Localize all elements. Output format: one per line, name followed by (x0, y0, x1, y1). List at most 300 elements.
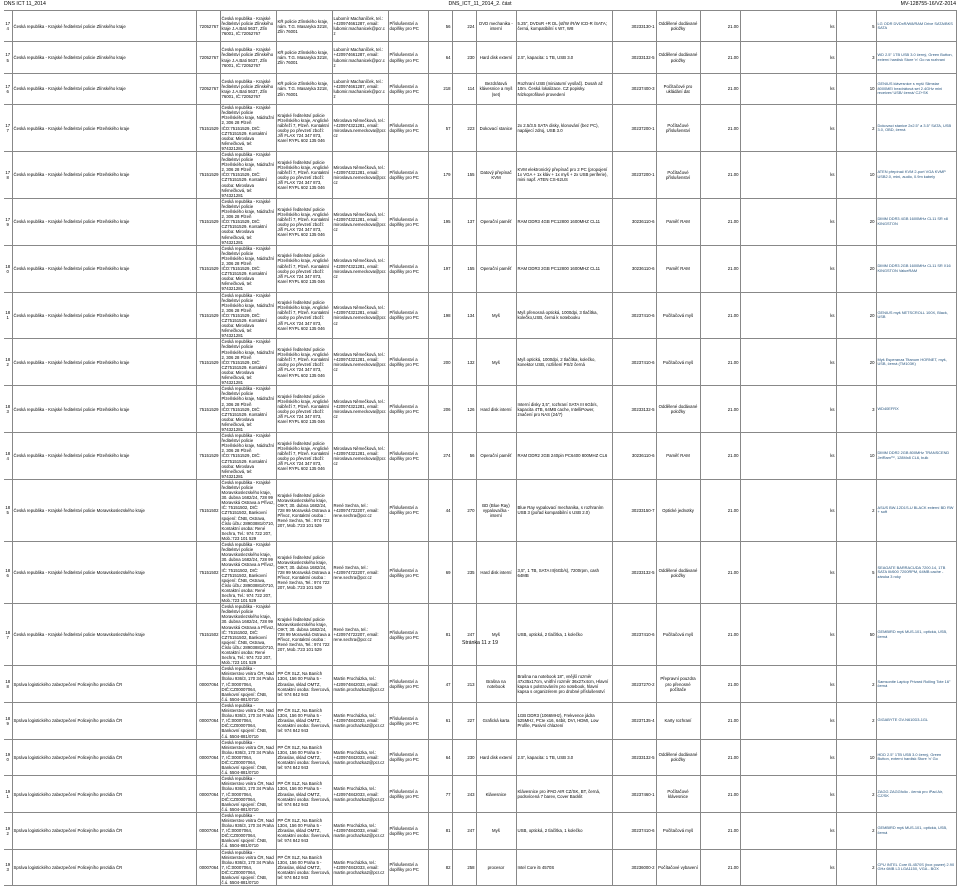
unit-cell: ks (740, 433, 836, 480)
cpv-name-cell: Počítačová myš (656, 339, 700, 386)
category-cell: Příslušenství a doplňky pro PC (388, 105, 428, 152)
cpv-code-cell: 30237270-2 (612, 666, 656, 703)
vat-rate-cell: 21.00 (700, 479, 740, 541)
table-row (4, 739, 956, 776)
row-number: 187 (4, 604, 12, 666)
contact-cell: Miroslava Němečková, tel.: +420974321281, email: miroslava.nemeckova@pcr.cz (332, 386, 388, 433)
table-row (4, 11, 956, 42)
unit-cell: ks (740, 776, 836, 813)
cpv-code-cell: 30236110-6 (612, 245, 656, 292)
contact-cell: Miroslava Němečková, tel.: +420974321281, email: miroslava.nemeckova@pcr.cz (332, 292, 388, 339)
row-number: 181 (4, 292, 12, 339)
cpv-code-cell: 30233132-5 (612, 42, 656, 73)
billing-address-cell: Česká republika - Krajské ředitelství policie Moravskoslezského kraje, 30. dubna 1682/24, 728 99 Moravská Ostrava a Přívoz, IČ: 75151502, DIČ: CZ75151502, Bankovní spojení: ČNB, Ostrava, Číslo účtu: 28903881/0710, Kontaktní osoba: René Sechra, Tel.: 974 722 207, Mob.:723 101 529 (221, 479, 275, 541)
table-row (4, 152, 956, 199)
unit-cell: ks (740, 386, 836, 433)
ico-cell: 75151529 (196, 152, 220, 199)
cpv-name-cell: Počítačové příslušenství (656, 152, 700, 199)
vat-rate-cell: 21.00 (700, 849, 740, 886)
vat-rate-cell: 21.00 (700, 152, 740, 199)
customer-cell: Česká republika - Krajské ředitelství policie Plzeňského kraje (12, 433, 196, 480)
row-number: 182 (4, 339, 12, 386)
customer-cell: Správa logistického zabezpečení Policejního prezidia ČR (12, 739, 196, 776)
category-cell: Příslušenství a doplňky pro PC (388, 339, 428, 386)
table-row (4, 702, 956, 739)
quantity-cell: 3 (836, 42, 876, 73)
description-cell: Intel Core i5 4570S (516, 849, 612, 886)
delivery-address-cell: KŘ policie Zlínského kraje, nám. T.G. Masaryka 3218, Zlín 76001 (276, 42, 332, 73)
category-cell: Příslušenství a doplňky pro PC (388, 702, 428, 739)
unit-cell: ks (740, 11, 836, 42)
customer-cell: Česká republika - Krajské ředitelství policie Plzeňského kraje (12, 292, 196, 339)
ico-cell: 00007064 (196, 702, 220, 739)
billing-address-cell: Česká republika - Ministerstvo vnitra ČR, Nad Štolou 936/3, 170 34 Praha 7, IČ:00007064, DIČ:CZ00007064, Bankovní spojení: ČNB, č.ú. 5504-881/0710 (220, 812, 276, 849)
quantity-cell: 2 (836, 776, 876, 813)
description-cell: 2x 2.5/3.5 SATA disky, klonování (bez PC), napájecí zdroj, USB 3.0 (516, 105, 612, 152)
quantity-cell: 2 (836, 702, 876, 739)
category-number-cell: 206 (428, 386, 452, 433)
customer-cell: Česká republika - Krajské ředitelství policie Moravskoslezského kraje (12, 604, 196, 666)
contact-cell: Martin Procházka, tel.: +420974842033, email: martin.prochazka2@pcr.cz (332, 849, 388, 886)
offered-product-cell: ATEN přepínač KVM 2-port VGA KVMP USB2.0, mini, audio, 0.9m kabely (876, 152, 956, 199)
billing-address-cell: Česká republika - Krajské ředitelství policie Plzeňského kraje, Nádražní 2, 306 28 Plzeň IČO:75151529, DIČ: CZ75151529. Kontaktní osoba: Miroslava Němečková, tel: 974321281 (221, 105, 275, 151)
cpv-code-cell: 30233130-1 (612, 11, 656, 42)
billing-address-cell: Česká republika - Krajské ředitelství policie Plzeňského kraje, Nádražní 2, 306 28 Plzeň IČO:75151529, DIČ: CZ75151529. Kontaktní osoba: Miroslava Němečková, tel: 974321281 (221, 198, 275, 245)
delivery-address-cell: KŘ policie Zlínského kraje, nám. T.G. Masaryka 3218, Zlín 76001 (276, 11, 332, 42)
offered-product-cell: GENIUS klávesnice s myší Slimstar 8000ME/ bezdrátová set 2.4GHz mini receiver/ USB/ černá/ CZ+SK (876, 73, 956, 104)
vat-rate-cell: 21.00 (700, 11, 740, 42)
quantity-cell: 20 (836, 292, 876, 339)
item-name-cell: Datový přepínač KVM (476, 152, 516, 199)
customer-cell: Správa logistického zabezpečení Policejního prezidia ČR (12, 812, 196, 849)
item-name-cell: Dokovací stanice (476, 105, 516, 152)
description-cell: Myš optická, 1000dpi, 2 tlačítka, kolečko, konektor USB, rozlišení PS/2 černá (516, 339, 612, 386)
unit-cell: ks (740, 542, 836, 604)
category-number-cell: 44 (428, 479, 452, 541)
cpv-name-cell: Optické jednotky (656, 479, 700, 541)
cpv-code-cell: 30237460-1 (612, 776, 656, 813)
vat-rate-cell: 21.00 (700, 666, 740, 703)
item-name-cell: Myš (476, 604, 516, 666)
customer-cell: Česká republika - Krajské ředitelství policie Plzeňského kraje (12, 198, 196, 245)
orders-table (4, 10, 957, 886)
item-number-cell: 56 (452, 433, 476, 480)
vat-rate-cell: 21.00 (700, 604, 740, 666)
customer-cell: Správa logistického zabezpečení Policejního prezidia ČR (12, 776, 196, 813)
customer-cell: Česká republika - Krajské ředitelství policie Zlínského kraje (12, 73, 196, 104)
cpv-name-cell: Přepravní pouzdra pro přenosné počítače (656, 666, 700, 703)
item-number-cell: 230 (452, 739, 476, 776)
offered-product-cell: WD 2.5" 1TB USB 3.0 černý, Green Button, externí hardisk Store 'n' Go na rozhraní (876, 42, 956, 73)
category-number-cell: 61 (428, 702, 452, 739)
vat-rate-cell: 21.00 (700, 105, 740, 152)
item-name-cell: Myš (476, 292, 516, 339)
offered-product-cell: DIMM DDR2 2GB 800MHz TRANSCEND JetRam™, 128Mx8 CL6, bulk (876, 433, 956, 480)
row-number: 193 (4, 849, 12, 886)
quantity-cell: 10 (836, 152, 876, 199)
category-cell: Příslušenství a doplňky pro PC (388, 73, 428, 104)
item-number-cell: 247 (452, 604, 476, 666)
cpv-name-cell: Počítačová myš (656, 604, 700, 666)
item-number-cell: 235 (452, 542, 476, 604)
contact-cell: René Sechra, tel.: +420974722207, email: rene.sechra@pcr.cz (332, 604, 388, 666)
description-cell: RAM DDR2 2GB 240pin PC6400 800MHZ CL6 (516, 433, 612, 480)
category-number-cell: 198 (428, 292, 452, 339)
ico-cell: 72052767 (196, 11, 220, 42)
item-name-cell: BD (Blue Ray) vypalovačka - interní (476, 479, 516, 541)
vat-rate-cell: 21.00 (700, 245, 740, 292)
item-number-cell: 134 (452, 292, 476, 339)
offered-product-cell: DIMM DDR3 4GB 1600MHz CL11 SR x8 KINGSTON (876, 198, 956, 245)
category-number-cell: 195 (428, 198, 452, 245)
contact-cell: René Sechra, tel.: +420974722207, email: rene.sechra@pcr.cz (332, 479, 388, 541)
quantity-cell: 5 (836, 11, 876, 42)
vat-rate-cell: 21.00 (700, 776, 740, 813)
offered-product-cell: LG ODR DVDxR/W8/RAM Drive SATA/BKS SATA (876, 11, 956, 42)
ico-cell: 75151502 (196, 542, 220, 604)
billing-address-cell: Česká republika - Ministerstvo vnitra ČR, Nad Štolou 936/3, 170 34 Praha 7, IČ:00007064, DIČ:CZ00007064, Bankovní spojení: ČNB, č.ú. 5504-881/0710 (220, 739, 276, 776)
contact-cell: Miroslava Němečková, tel.: +420974321281, email: miroslava.nemeckova@pcr.cz (332, 339, 388, 386)
vat-rate-cell: 21.00 (700, 73, 740, 104)
item-number-cell: 155 (452, 152, 476, 199)
description-cell: Klávesnice pro iPAD AIR CZ/SK, BT, černá, podsvícená 7 barev, Cover Backlit (516, 776, 612, 813)
category-cell: Příslušenství a doplňky pro PC (388, 11, 428, 42)
item-name-cell: Hard disk interní (476, 386, 516, 433)
row-number: 180 (4, 245, 12, 292)
delivery-address-cell: Krajské ředitelství policie Plzeňského kraje, Anglické nábřeží 7, Plzeň. Kontaktní osoby po převzetí zboží: Jiří FLAX 724 347 873, Karel RYPL 602 135 046 (276, 339, 332, 386)
contact-cell: Martin Procházka, tel.: +420974842033, email: martin.prochazka2@pcr.cz (332, 702, 388, 739)
cpv-code-cell: 30236110-6 (612, 433, 656, 480)
unit-cell: ks (740, 702, 836, 739)
contact-cell: Miroslava Němečková, tel.: +420974321281, email: miroslava.nemeckova@pcr.cz (332, 198, 388, 245)
cpv-code-cell: 30236000-2 (612, 849, 656, 886)
customer-cell: Správa logistického zabezpečení Policejního prezidia ČR (12, 849, 196, 886)
category-number-cell: 179 (428, 152, 452, 199)
vat-rate-cell: 21.00 (700, 339, 740, 386)
contact-cell: Miroslava Němečková, tel.: +420974321281, email: miroslava.nemeckova@pcr.cz (332, 152, 388, 199)
table-row (4, 105, 956, 152)
offered-product-cell: GEMBIRD myš MUS-101, optická, USB, černá (876, 604, 956, 666)
category-cell: Příslušenství a doplňky pro PC (388, 386, 428, 433)
cpv-code-cell: 30237400-3 (612, 73, 656, 104)
billing-address-cell: Česká republika - Krajské ředitelství policie Moravskoslezského kraje, 30. dubna 1682/24, 728 99 Moravská Ostrava a Přívoz, IČ: 75151502, DIČ: CZ75151502, Bankovní spojení: ČNB, Ostrava, Číslo účtu: 28903881/0710, Kontaktní osoba: René Sechra, Tel.: 974 722 207, Mob.:723 101 529 (221, 604, 275, 666)
category-number-cell: 57 (428, 105, 452, 152)
item-name-cell: Brašna na notebook (476, 666, 516, 703)
quantity-cell: 5 (836, 542, 876, 604)
description-cell: RAM DDR3 2GB PC12800 1600MHZ CL11 (516, 245, 612, 292)
offered-product-cell: Dokovací stanice 2x2.5" a 3.5" SATA, USB 3.0, OBD, černá (876, 105, 956, 152)
cpv-name-cell: Počítačové příslušenství (656, 105, 700, 152)
quantity-cell: 2 (836, 105, 876, 152)
row-number: 177 (4, 105, 12, 152)
unit-cell: ks (740, 292, 836, 339)
category-cell: Příslušenství a doplňky pro PC (388, 245, 428, 292)
table-row (4, 433, 956, 480)
category-number-cell: 218 (428, 73, 452, 104)
cpv-name-cell: Oddělené dodávané položky (656, 42, 700, 73)
billing-address-cell: Česká republika - Ministerstvo vnitra ČR, Nad Štolou 936/3, 170 34 Praha 7, IČ:00007064, DIČ:CZ00007064, Bankovní spojení: ČNB, č.ú. 5504-881/0710 (220, 849, 276, 886)
item-number-cell: 114 (452, 73, 476, 104)
cpv-code-cell: 30237200-1 (612, 152, 656, 199)
category-number-cell: 47 (428, 666, 452, 703)
unit-cell: ks (740, 666, 836, 703)
description-cell: Rozhraní USB (miniaturní vysílač). Dosah až 10m. Česká lokalizace. CZ popisky. Nízkoprofilové provedení (516, 73, 612, 104)
delivery-address-cell: PP ČR SLZ, Na Baních 1304, 156 00 Praha 5 - Zbraslav, sklad OMTZ, Kontaktní osoba: Švercová, tel: 974 842 943 (276, 666, 332, 703)
delivery-address-cell: PP ČR SLZ, Na Baních 1304, 156 00 Praha 5 - Zbraslav, sklad OMTZ, Kontaktní osoba: Švercová, tel: 974 842 943 (276, 812, 332, 849)
quantity-cell: 10 (836, 433, 876, 480)
category-number-cell: 81 (428, 812, 452, 849)
category-cell: Příslušenství a doplňky pro PC (388, 152, 428, 199)
billing-address-cell: Česká republika - Krajské ředitelství policie Plzeňského kraje, Nádražní 2, 306 28 Plzeň IČO:75151529, DIČ: CZ75151529. Kontaktní osoba: Miroslava Němečková, tel: 974321281 (221, 339, 275, 386)
cpv-code-cell: 30237410-6 (612, 292, 656, 339)
customer-cell: Česká republika - Krajské ředitelství policie Plzeňského kraje (12, 386, 196, 433)
unit-cell: ks (740, 739, 836, 776)
cpv-name-cell: Oddělené dodávané položky (656, 386, 700, 433)
description-cell: RAM DDR3 4GB PC12800 1600MHZ CL11 (516, 198, 612, 245)
vat-rate-cell: 21.00 (700, 739, 740, 776)
item-number-cell: 213 (452, 666, 476, 703)
delivery-address-cell: Krajské ředitelství policie Plzeňského kraje, Anglické nábřeží 7, Plzeň. Kontaktní osoby po převzetí zboží: Jiří FLAX 724 347 873, Karel RYPL 602 135 046 (276, 198, 332, 245)
offered-product-cell: GIGABYTE GV-N610D3-1GL (876, 702, 956, 739)
unit-cell: ks (740, 812, 836, 849)
quantity-cell: 2 (836, 479, 876, 541)
cpv-name-cell: Oddělené dodávané položky (656, 739, 700, 776)
item-number-cell: 243 (452, 776, 476, 813)
description-cell: KVM elektronický přepínač pro 2 PC (propojení 1x VGA + 1x kláv + 1x myš + 2x USB periferie), mini např. ATEN CS-62US (516, 152, 612, 199)
ico-cell: 72052767 (196, 42, 220, 73)
cpv-code-cell: 30233132-5 (612, 542, 656, 604)
vat-rate-cell: 21.00 (700, 292, 740, 339)
category-number-cell: 64 (428, 739, 452, 776)
billing-address-cell: Česká republika - Krajské ředitelství policie Zlínského kraje J.A.Bati 5637, Zlín 76001, IČ:72052767 (220, 11, 276, 42)
delivery-address-cell: Krajské ředitelství policie Moravskoslezského kraje, OIKT, 30. dubna 1682/24, 728 99 Moravská Ostrava a Přívoz, Kontaktní osoba : René Sechra, Tel.: 974 722 207, Mob.:723 101 529 (276, 479, 332, 541)
contact-cell: René Sechra, tel.: +420974722207, email: rene.sechra@pcr.cz (332, 542, 388, 604)
description-cell: Interní disky 3,5", rozhraní SATA III 6Gb/s, kapacita 4TB, 64MB cache, IntelliPower, značení pro NAS (24/7) (516, 386, 612, 433)
category-cell: Příslušenství a doplňky pro PC (388, 479, 428, 541)
customer-cell: Správa logistického zabezpečení Policejního prezidia ČR (12, 702, 196, 739)
row-number: 191 (4, 776, 12, 813)
quantity-cell: 3 (836, 386, 876, 433)
delivery-address-cell: Krajské ředitelství policie Plzeňského kraje, Anglické nábřeží 7, Plzeň. Kontaktní osoby po převzetí zboží: Jiří FLAX 724 347 873, Karel RYPL 602 135 046 (276, 245, 332, 292)
unit-cell: ks (740, 604, 836, 666)
category-cell: Příslušenství a doplňky pro PC (388, 42, 428, 73)
description-cell: 2.5", kapacita: 1 TB, USB 3.0 (516, 42, 612, 73)
offered-product-cell: SEAGATE BARRACUDA 7200.14, 1TB SATA III/600 7200RPM, 64MB cache - záruka 3 roky (876, 542, 956, 604)
contact-cell: Miroslava Němečková, tel.: +420974321281, email: miroslava.nemeckova@pcr.cz (332, 245, 388, 292)
ico-cell: 75151529 (196, 198, 220, 245)
cpv-code-cell: 30237410-6 (612, 339, 656, 386)
category-cell: Příslušenství a doplňky pro PC (388, 666, 428, 703)
item-number-cell: 230 (452, 42, 476, 73)
row-number: 176 (4, 73, 12, 104)
category-number-cell: 274 (428, 433, 452, 480)
item-number-cell: 155 (452, 245, 476, 292)
description-cell: USB, optická, 2 tlačítka, 1 kolečko (516, 812, 612, 849)
cpv-code-cell: 30237410-6 (612, 604, 656, 666)
category-cell: Příslušenství a doplňky pro PC (388, 542, 428, 604)
row-number: 190 (4, 739, 12, 776)
quantity-cell: 20 (836, 339, 876, 386)
description-cell: 1GB DDR3 (1066MHz), Frekvence jádra 525MHz, PCIe x16, 64bit, DVI, HDMI, Low Profile, Pasivní chlazení (516, 702, 612, 739)
cpv-code-cell: 30233132-5 (612, 386, 656, 433)
header-left: DNS ICT 11_2014 (4, 1, 46, 7)
item-name-cell: Hard disk externí (476, 42, 516, 73)
billing-address-cell: Česká republika - Krajské ředitelství policie Plzeňského kraje, Nádražní 2, 306 28 Plzeň IČO:75151529, DIČ: CZ75151529. Kontaktní osoba: Miroslava Němečková, tel: 974321281 (221, 245, 275, 292)
item-number-cell: 132 (452, 339, 476, 386)
ico-cell: 00007064 (196, 849, 220, 886)
row-number: 185 (4, 479, 12, 541)
item-number-cell: 224 (452, 11, 476, 42)
delivery-address-cell: PP ČR SLZ, Na Baních 1304, 156 00 Praha 5 - Zbraslav, sklad OMTZ, Kontaktní osoba: Švercová, tel: 974 842 943 (276, 702, 332, 739)
quantity-cell: 20 (836, 198, 876, 245)
quantity-cell: 10 (836, 73, 876, 104)
customer-cell: Česká republika - Krajské ředitelství policie Plzeňského kraje (12, 152, 196, 199)
ico-cell: 75151529 (196, 433, 220, 480)
vat-rate-cell: 21.00 (700, 198, 740, 245)
cpv-code-cell: 30237410-6 (612, 812, 656, 849)
contact-cell: Martin Procházka, tel.: +420974842033, email: martin.prochazka2@pcr.cz (332, 666, 388, 703)
item-number-cell: 126 (452, 386, 476, 433)
item-name-cell: Operační paměť (476, 433, 516, 480)
vat-rate-cell: 21.00 (700, 386, 740, 433)
unit-cell: ks (740, 105, 836, 152)
delivery-address-cell: Krajské ředitelství policie Plzeňského kraje, Anglické nábřeží 7, Plzeň. Kontaktní osoby po převzetí zboží: Jiří FLAX 724 347 873, Karel RYPL 602 135 046 (276, 433, 332, 480)
row-number: 192 (4, 812, 12, 849)
category-number-cell: 56 (428, 11, 452, 42)
unit-cell: ks (740, 339, 836, 386)
item-name-cell: Hard disk interní (476, 542, 516, 604)
table-row (4, 245, 956, 292)
table-row (4, 479, 956, 541)
category-number-cell: 64 (428, 42, 452, 73)
table-row (4, 604, 956, 666)
cpv-name-cell: Oddělené dodávané položky (656, 542, 700, 604)
delivery-address-cell: Krajské ředitelství policie Plzeňského kraje, Anglické nábřeží 7, Plzeň. Kontaktní osoby po převzetí zboží: Jiří FLAX 724 347 873, Karel RYPL 602 135 046 (276, 105, 332, 152)
contact-cell: Lubomír Machaníček, tel.: +420974661287, email: lubomir.machanicek@pcr.cz (332, 42, 388, 73)
item-number-cell: 223 (452, 105, 476, 152)
category-cell: Příslušenství a doplňky pro PC (388, 292, 428, 339)
category-cell: Příslušenství a doplňky pro PC (388, 433, 428, 480)
row-number: 188 (4, 666, 12, 703)
table-row (4, 776, 956, 813)
contact-cell: Martin Procházka, tel.: +420974842033, email: martin.prochazka2@pcr.cz (332, 739, 388, 776)
item-name-cell: Hard disk externí (476, 739, 516, 776)
item-name-cell: Operační paměť (476, 245, 516, 292)
billing-address-cell: Česká republika - Krajské ředitelství policie Plzeňského kraje, Nádražní 2, 306 28 Plzeň IČO:75151529, DIČ: CZ75151529. Kontaktní osoba: Miroslava Němečková, tel: 974321281 (221, 386, 275, 432)
description-cell: Brašna na notebook 18", vnější rozměr 47x35x17cm, vnitřní rozměr 36x27x4cm, Hlavní kapsa s polstrováním pro notebook, hlavní kapsa s organizérem pro drobné příslušenství (516, 666, 612, 703)
table-row (4, 542, 956, 604)
delivery-address-cell: Krajské ředitelství policie Plzeňského kraje, Anglické nábřeží 7, Plzeň. Kontaktní osoby po převzetí zboží: Jiří FLAX 724 347 873, Karel RYPL 602 135 046 (276, 292, 332, 339)
row-number: 174 (4, 11, 12, 42)
category-cell: Příslušenství a doplňky pro PC (388, 604, 428, 666)
description-cell: Blue Ray vypalovací mechanika, s rozhraním USB 3 (pořad kompatibilní s USB 2.0) (516, 479, 612, 541)
billing-address-cell: Česká republika - Krajské ředitelství policie Zlínského kraje J.A.Bati 5637, Zlín 76001, IČ:72052767 (220, 42, 276, 73)
item-number-cell: 258 (452, 849, 476, 886)
category-number-cell: 81 (428, 604, 452, 666)
ico-cell: 75151529 (196, 105, 220, 152)
description-cell: 3,5", 1 TB, SATA III(6Gb/s), 7200rpm, cash 64MB (516, 542, 612, 604)
table-row (4, 666, 956, 703)
cpv-code-cell: 30236110-6 (612, 198, 656, 245)
page-footer: Stránka 11 z 19 (462, 640, 498, 646)
item-name-cell: Klávesnice (476, 776, 516, 813)
quantity-cell: 10 (836, 739, 876, 776)
offered-product-cell: DIMM DDR3 2GB 1600MHz CL11 SR X16 KINGSTON ValueRAM (876, 245, 956, 292)
billing-address-cell: Česká republika - Ministerstvo vnitra ČR, Nad Štolou 936/3, 170 34 Praha 7, IČ:00007064, DIČ:CZ00007064, Bankovní spojení: ČNB, č.ú. 5504-881/0710 (220, 666, 276, 703)
cpv-code-cell: 30233150-7 (612, 479, 656, 541)
cpv-code-cell: 30237135-4 (612, 702, 656, 739)
customer-cell: Česká republika - Krajské ředitelství policie Zlínského kraje (12, 11, 196, 42)
cpv-name-cell: Počítačové vybavení (656, 849, 700, 886)
ico-cell: 75151529 (196, 339, 220, 386)
item-name-cell: Myš (476, 339, 516, 386)
ico-cell: 00007064 (196, 776, 220, 813)
unit-cell: ks (740, 152, 836, 199)
unit-cell: ks (740, 245, 836, 292)
quantity-cell: 20 (836, 245, 876, 292)
category-cell: Příslušenství a doplňky pro PC (388, 849, 428, 886)
cpv-name-cell: Počítačová myš (656, 292, 700, 339)
contact-cell: Lubomír Machaníček, tel.: +420974661287, email: lubomir.machanicek@pcr.cz (332, 73, 388, 104)
cpv-name-cell: Paměť RAM (656, 245, 700, 292)
row-number: 184 (4, 433, 12, 480)
unit-cell: ks (740, 73, 836, 104)
description-cell: USB, optická, 2 tlačítka, 1 kolečko (516, 604, 612, 666)
vat-rate-cell: 21.00 (700, 702, 740, 739)
vat-rate-cell: 21.00 (700, 433, 740, 480)
delivery-address-cell: PP ČR SLZ, Na Baních 1304, 156 00 Praha 5 - Zbraslav, sklad OMTZ, Kontaktní osoba: Švercová, tel: 974 842 943 (276, 849, 332, 886)
category-cell: Příslušenství a doplňky pro PC (388, 776, 428, 813)
item-number-cell: 227 (452, 702, 476, 739)
item-number-cell: 137 (452, 198, 476, 245)
table-row (4, 198, 956, 245)
customer-cell: Česká republika - Krajské ředitelství policie Moravskoslezského kraje (12, 542, 196, 604)
row-number: 186 (4, 542, 12, 604)
cpv-name-cell: Paměť RAM (656, 433, 700, 480)
description-cell: 5.25", DVDxR +R DL (střW /R/W ICD-R /SATA; černá, kompatibilní s W7, W8 (516, 11, 612, 42)
quantity-cell: 50 (836, 604, 876, 666)
customer-cell: Česká republika - Krajské ředitelství policie Plzeňského kraje (12, 245, 196, 292)
ico-cell: 75151529 (196, 245, 220, 292)
offered-product-cell: Myš Esperanza Titanum HORNET, myš, USB, černá (TM103K) (876, 339, 956, 386)
offered-product-cell: ZAGG ZAGGfolio - černá pro iPad Air, CZ/SK (876, 776, 956, 813)
customer-cell: Česká republika - Krajské ředitelství policie Plzeňského kraje (12, 339, 196, 386)
row-number: 178 (4, 152, 12, 199)
table-row (4, 42, 956, 73)
item-name-cell: Bezdrátová klávesnice a myš (set) (476, 73, 516, 104)
category-number-cell: 197 (428, 245, 452, 292)
customer-cell: Česká republika - Krajské ředitelství policie Zlínského kraje (12, 42, 196, 73)
offered-product-cell: WD40EFRX (876, 386, 956, 433)
category-cell: Příslušenství a doplňky pro PC (388, 812, 428, 849)
contact-cell: Martin Procházka, tel.: +420974842033, email: martin.prochazka2@pcr.cz (332, 812, 388, 849)
billing-address-cell: Česká republika - Krajské ředitelství policie Plzeňského kraje, Nádražní 2, 306 28 Plzeň IČO:75151529, DIČ: CZ75151529. Kontaktní osoba: Miroslava Němečková, tel: 974321281 (221, 152, 275, 198)
table-row (4, 812, 956, 849)
billing-address-cell: Česká republika - Krajské ředitelství policie Plzeňského kraje, Nádražní 2, 306 28 Plzeň IČO:75151529, DIČ: CZ75151529. Kontaktní osoba: Miroslava Němečková, tel: 974321281 (221, 292, 275, 339)
customer-cell: Česká republika - Krajské ředitelství policie Moravskoslezského kraje (12, 479, 196, 541)
cpv-name-cell: Počítačové pro ukládání dat (656, 73, 700, 104)
billing-address-cell: Česká republika - Krajské ředitelství policie Zlínského kraje J.A.Bati 5637, Zlín 76001, IČ:72052767 (220, 73, 276, 104)
page-header (0, 0, 960, 10)
ico-cell: 00007064 (196, 739, 220, 776)
category-number-cell: 200 (428, 339, 452, 386)
ico-cell: 75151529 (196, 386, 220, 433)
row-number: 179 (4, 198, 12, 245)
item-name-cell: Grafická karta (476, 702, 516, 739)
item-name-cell: Operační paměť (476, 198, 516, 245)
header-right: MV-128755-16/VZ-2014 (900, 1, 956, 7)
table-row (4, 849, 956, 886)
